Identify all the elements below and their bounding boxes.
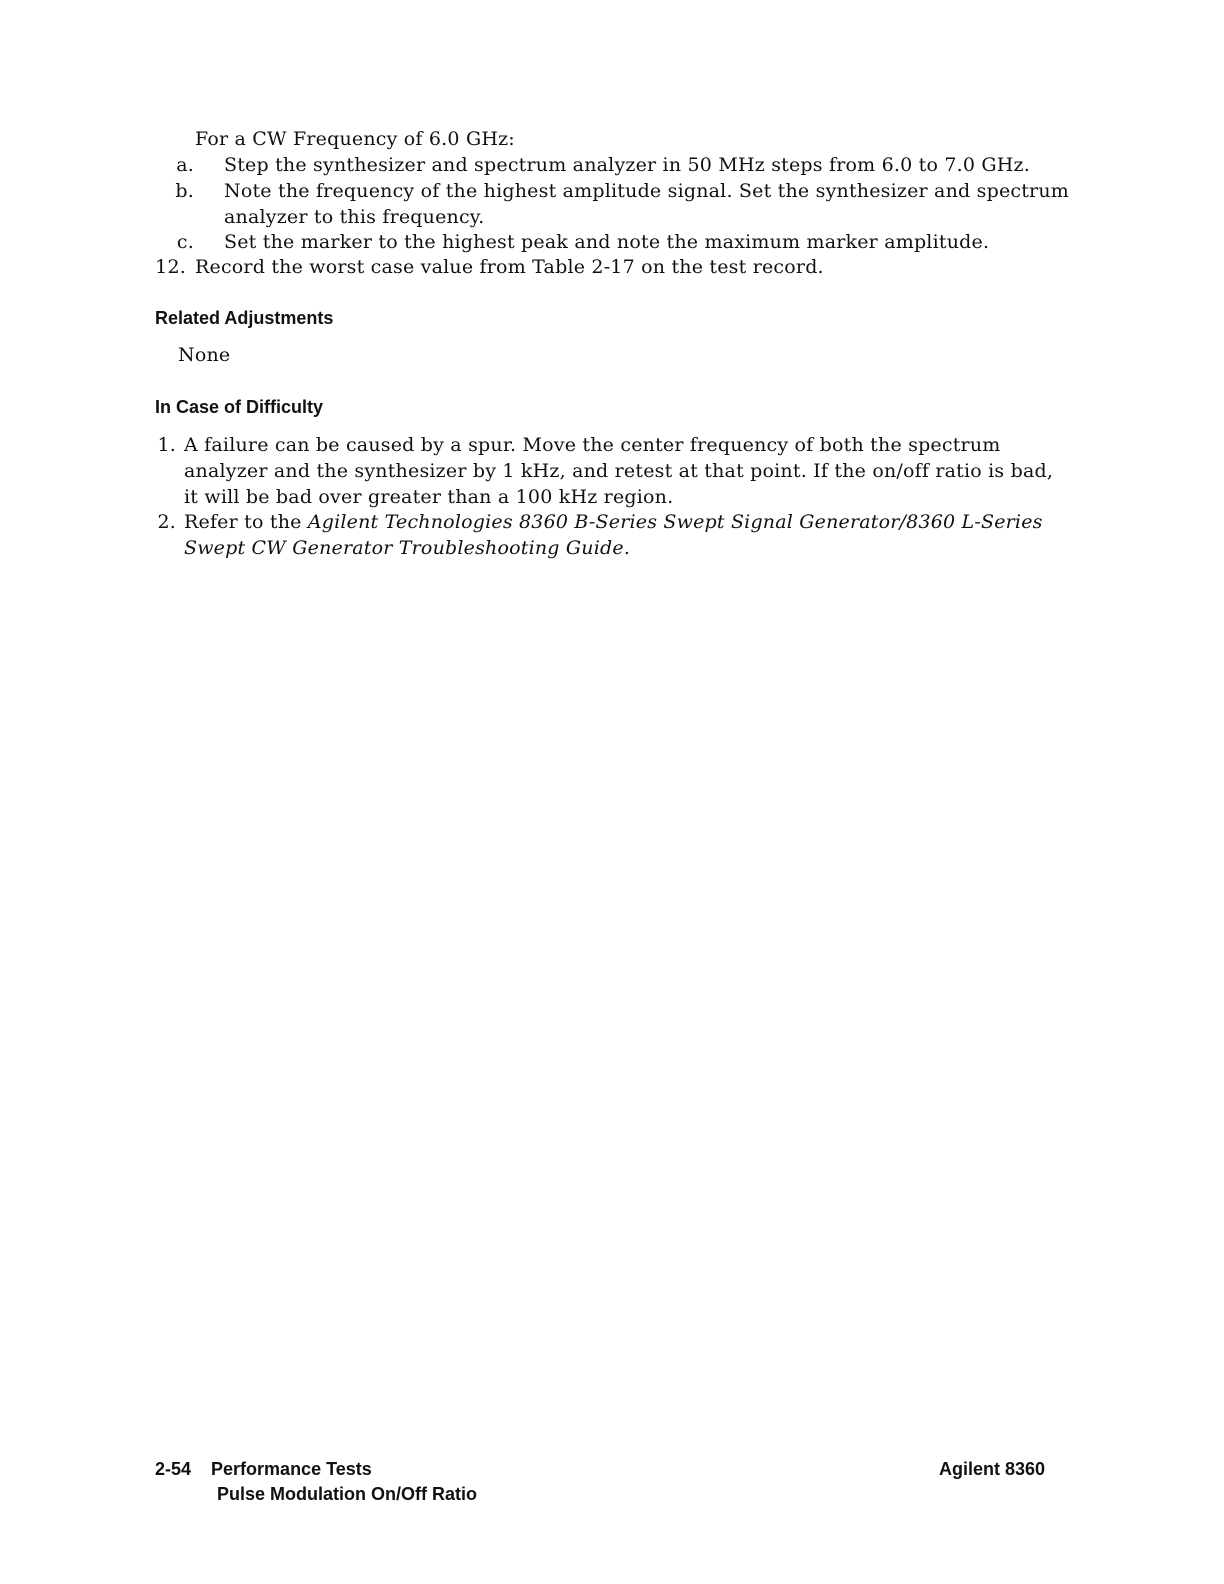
refer-suffix: . (623, 537, 631, 559)
substep-b-marker: b. (175, 180, 194, 202)
footer-left (155, 1459, 372, 1480)
difficulty-item-1-line1: A failure can be caused by a spur. Move the center frequency of both the spectrum (184, 434, 1001, 456)
related-adjustments-body: None (178, 344, 231, 366)
step-12-marker: 12. (155, 256, 186, 278)
difficulty-heading: In Case of Difficulty (155, 397, 324, 417)
substep-c-marker: c. (176, 231, 194, 253)
difficulty-item-2-line1 (184, 509, 1043, 535)
difficulty-item-1-marker: 1. (157, 434, 176, 456)
substep-c-text: Set the marker to the highest peak and note the maximum marker amplitude. (224, 231, 990, 253)
difficulty-item-2-marker: 2. (157, 511, 176, 533)
footer-subsection: Pulse Modulation On/Off Ratio (217, 1484, 477, 1504)
step-12-text: Record the worst case value from Table 2-17 on the test record. (195, 256, 824, 278)
difficulty-item-1-line2: analyzer and the synthesizer by 1 kHz, and retest at that point. If the on/off ratio is bad, (184, 460, 1054, 482)
substep-a-text: Step the synthesizer and spectrum analyzer in 50 MHz steps from 6.0 to 7.0 GHz. (224, 154, 1031, 176)
page-number: 2-54 (155, 1459, 192, 1479)
difficulty-item-1-line3: it will be bad over greater than a 100 kHz region. (184, 486, 674, 508)
difficulty-item-2-line2 (184, 535, 630, 561)
substep-a-marker: a. (176, 154, 194, 176)
substep-b-text-line2: analyzer to this frequency. (224, 206, 485, 228)
related-adjustments-heading: Related Adjustments (155, 308, 334, 328)
refer-prefix: Refer to the (184, 511, 308, 533)
footer-section: Performance Tests (211, 1459, 372, 1479)
cw-frequency-intro: For a CW Frequency of 6.0 GHz: (195, 128, 515, 150)
footer-product: Agilent 8360 (939, 1459, 1046, 1479)
guide-title-part1: Agilent Technologies 8360 B-Series Swept Signal Generator/8360 L-Series (307, 511, 1043, 533)
guide-title-part2: Swept CW Generator Troubleshooting Guide (184, 537, 624, 559)
substep-b-text-line1: Note the frequency of the highest amplitude signal. Set the synthesizer and spectrum (224, 180, 1069, 202)
